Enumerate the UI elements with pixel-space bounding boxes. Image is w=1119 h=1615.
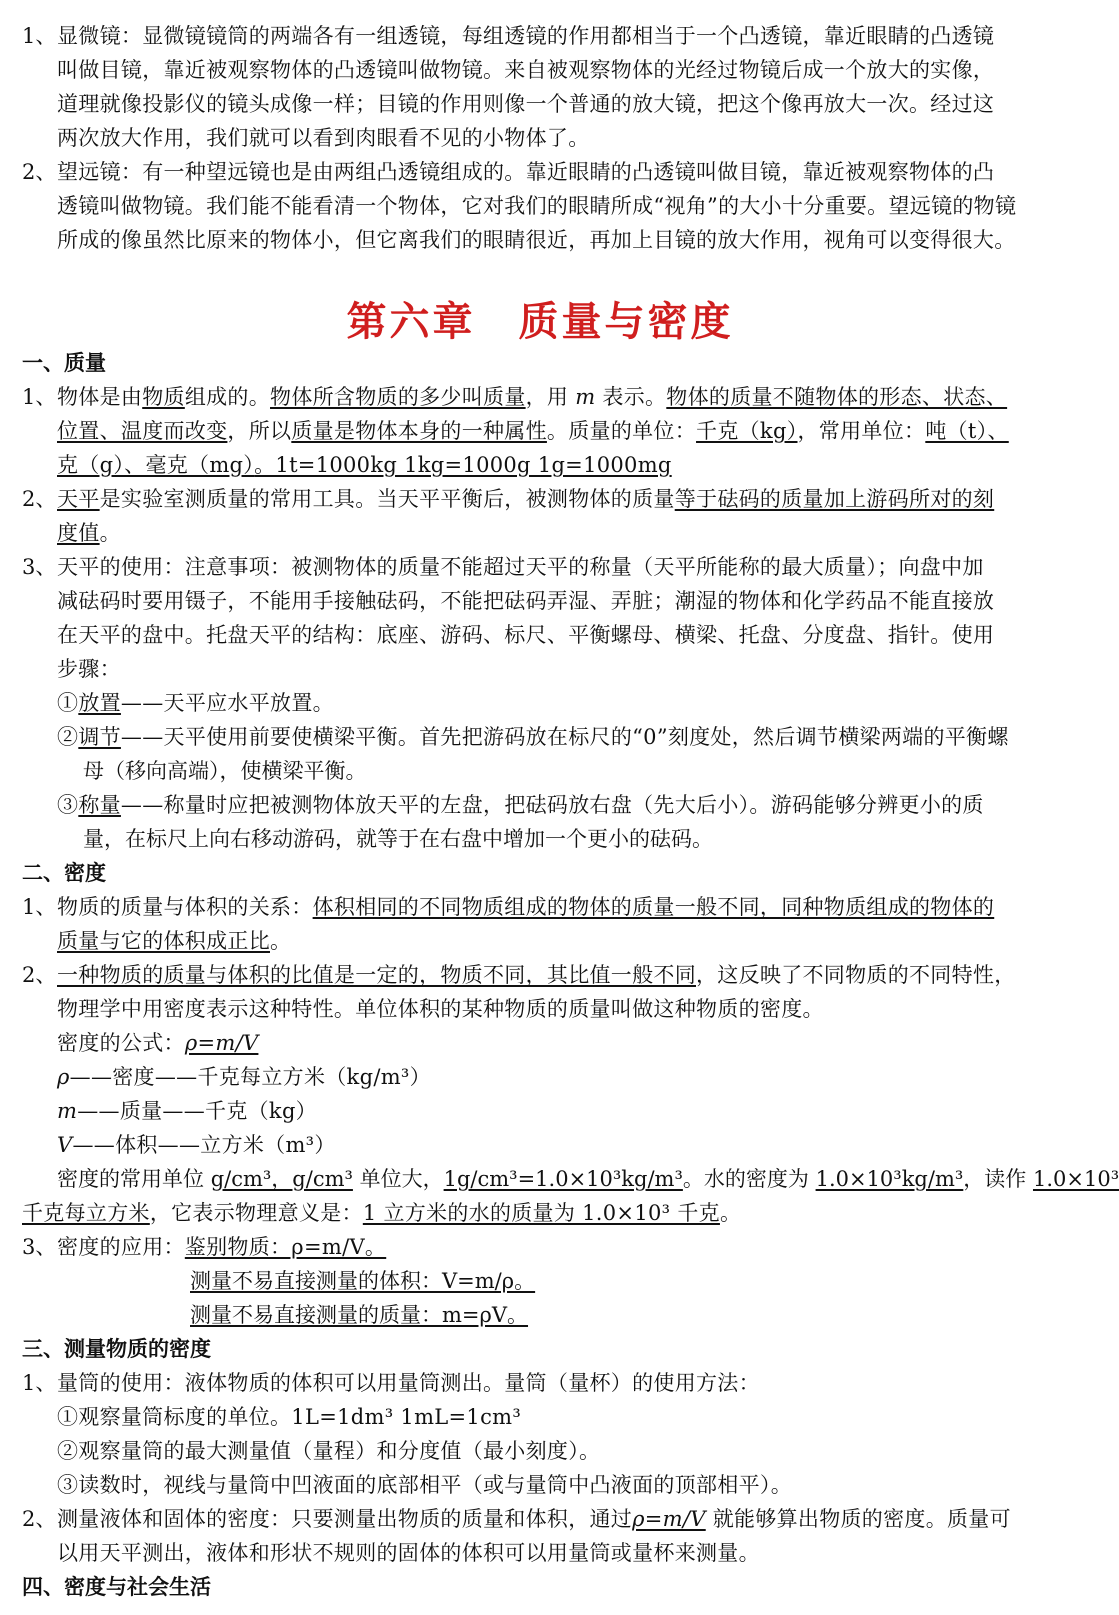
sub-item: ①观察量筒标度的单位。1L=1dm³ 1mL=1cm³ — [57, 1405, 522, 1429]
section-heading: 二、密度 — [22, 860, 106, 885]
item-number: 1、 — [22, 1371, 57, 1395]
paragraph-line: 物体是由物质组成的。物体所含物质的多少叫质量，用 m 表示。物体的质量不随物体的形态、状态、 — [57, 385, 1008, 409]
application-line: 测量不易直接测量的质量：m=ρV。 — [190, 1303, 529, 1327]
paragraph-line: 望远镜：有一种望远镜也是由两组凸透镜组成的。靠近眼睛的凸透镜叫做目镜，靠近被观察物体的凸 — [57, 160, 995, 184]
sub-item: ③读数时，视线与量筒中凹液面的底部相平（或与量筒中凸液面的顶部相平）。 — [57, 1473, 792, 1497]
sub-item: ②观察量筒的最大测量值（量程）和分度值（最小刻度）。 — [57, 1439, 601, 1463]
formula-line: m——质量——千克（kg） — [57, 1099, 317, 1123]
item-number: 2、 — [22, 487, 57, 511]
paragraph-line: 克（g）、毫克（mg）。1t=1000kg 1kg=1000g 1g=1000mg — [57, 453, 672, 477]
paragraph-line: 透镜叫做物镜。我们能不能看清一个物体，它对我们的眼睛所成“视角”的大小十分重要。望远镜的物镜 — [57, 194, 1017, 218]
paragraph-line: 度值。 — [57, 521, 121, 545]
item-number: 1、 — [22, 895, 57, 919]
step-line: ①放置——天平应水平放置。 — [57, 691, 334, 715]
paragraph-line: 位置、温度而改变，所以质量是物体本身的一种属性。质量的单位：千克（kg），常用单位：吨（t）、 — [57, 419, 1009, 443]
paragraph-line: 密度的应用：鉴别物质：ρ=m/V。 — [57, 1235, 387, 1259]
paragraph-line: 道理就像投影仪的镜头成像一样；目镜的作用则像一个普通的放大镜，把这个像再放大一次。经过这 — [57, 92, 995, 116]
section-heading: 一、质量 — [22, 350, 106, 375]
section-heading: 四、密度与社会生活 — [22, 1574, 211, 1599]
paragraph-line: 物质的质量与体积的关系：体积相同的不同物质组成的物体的质量一般不同，同种物质组成的物体的 — [57, 895, 995, 919]
paragraph-line: 天平是实验室测质量的常用工具。当天平平衡后，被测物体的质量等于砝码的质量加上游码所对的刻 — [57, 487, 995, 511]
item-number: 1、 — [22, 24, 57, 48]
paragraph-line: 天平的使用：注意事项：被测物体的质量不能超过天平的称量（天平所能称的最大质量）；向盘中加 — [57, 555, 984, 579]
paragraph-line: 量筒的使用：液体物质的体积可以用量筒测出。量筒（量杯）的使用方法： — [57, 1371, 760, 1395]
paragraph-line: 所成的像虽然比原来的物体小，但它离我们的眼睛很近，再加上目镜的放大作用，视角可以变得很大。 — [57, 228, 1016, 252]
paragraph-line: 减砝码时要用镊子，不能用手接触砝码，不能把砝码弄湿、弄脏；潮湿的物体和化学药品不能直接放 — [57, 589, 995, 613]
formula-line: 密度的公式：ρ=m/V — [57, 1031, 259, 1055]
formula-line: ρ——密度——千克每立方米（kg/m³） — [57, 1065, 431, 1089]
paragraph-line: 叫做目镜，靠近被观察物体的凸透镜叫做物镜。来自被观察物体的光经过物镜后成一个放大的实像， — [57, 58, 995, 82]
paragraph-line: 物理学中用密度表示这种特性。单位体积的某种物质的质量叫做这种物质的密度。 — [57, 997, 824, 1021]
step-line: ③称量——称量时应把被测物体放天平的左盘，把砝码放右盘（先大后小）。游码能够分辨更小的质 — [57, 793, 984, 817]
item-number: 1、 — [22, 385, 57, 409]
paragraph-line: 测量液体和固体的密度：只要测量出物质的质量和体积，通过ρ=m/V 就能够算出物质的密度。质量可 — [57, 1507, 1011, 1531]
paragraph-line: 步骤： — [57, 657, 121, 681]
formula-line: V——体积——立方米（m³） — [57, 1133, 336, 1157]
item-number: 2、 — [22, 1507, 57, 1531]
paragraph-line: 一种物质的质量与体积的比值是一定的，物质不同，其比值一般不同，这反映了不同物质的不同特性， — [57, 963, 1016, 987]
step-line: 量，在标尺上向右移动游码，就等于在右盘中增加一个更小的砝码。 — [83, 827, 713, 851]
paragraph-line: 在天平的盘中。托盘天平的结构：底座、游码、标尺、平衡螺母、横梁、托盘、分度盘、指针。使用 — [57, 623, 995, 647]
item-number: 3、 — [22, 1235, 57, 1259]
item-number: 3、 — [22, 555, 57, 579]
application-line: 测量不易直接测量的体积：V=m/ρ。 — [190, 1269, 536, 1293]
paragraph-line: 质量与它的体积成正比。 — [57, 929, 292, 953]
paragraph-line: 显微镜：显微镜镜筒的两端各有一组透镜，每组透镜的作用都相当于一个凸透镜，靠近眼睛的凸透镜 — [57, 24, 995, 48]
item-number: 2、 — [22, 963, 57, 987]
paragraph-line: 以用天平测出，液体和形状不规则的固体的体积可以用量筒或量杯来测量。 — [57, 1541, 760, 1565]
paragraph-line: 千克每立方米，它表示物理意义是：1 立方米的水的质量为 1.0×10³ 千克。 — [22, 1201, 742, 1225]
step-line: ②调节——天平使用前要使横梁平衡。首先把游码放在标尺的“0”刻度处，然后调节横梁两端的平衡螺 — [57, 725, 1009, 749]
paragraph-line: 密度的常用单位 g/cm³，g/cm³ 单位大，1g/cm³=1.0×10³kg/m³。水的密度为 1.0×10³kg/m³，读作 1.0×10³ — [57, 1167, 1119, 1191]
chapter-title: 第六章 质量与密度 — [346, 298, 734, 345]
step-line: 母（移向高端），使横梁平衡。 — [83, 759, 367, 783]
item-number: 2、 — [22, 160, 57, 184]
paragraph-line: 两次放大作用，我们就可以看到肉眼看不见的小物体了。 — [57, 126, 590, 150]
section-heading: 三、测量物质的密度 — [22, 1336, 211, 1361]
